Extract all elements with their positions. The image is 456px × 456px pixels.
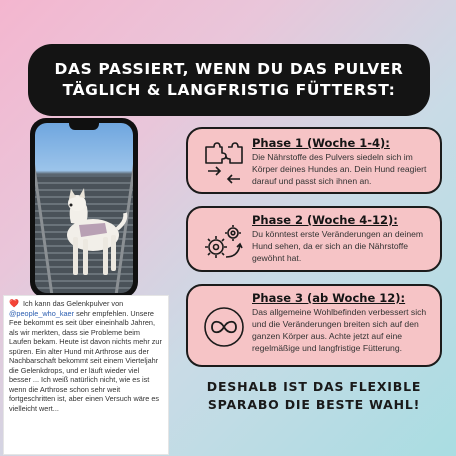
headline-banner [28,44,430,116]
phone-screen-dog-photo [35,123,133,293]
phase-3-title: Phase 3 (ab Woche 12): [252,291,406,305]
footer-line-2: SPARABO DIE BESTE WAHL! [207,397,421,412]
footer-claim [186,378,442,414]
puzzle-icon [202,141,246,185]
gears-icon [202,219,246,263]
phase-3-text: Das allgemeine Wohlbefinden verbessert sich und die Veränderungen breiten sich auf den ganzen Körper aus. Achte jetzt auf eine regelmäßige und langfristige Fütterung. [252,307,427,353]
dog-illustration [49,177,129,287]
review-text-before: Ich kann das Gelenkpulver von [23,299,124,308]
review-text-after: sehr empfehlen. Unsere Fee bekommt es seit über eineinhalb Jahren, als wir merkten, dass sie Probleme beim Laufen bekam. Heute ist davon nichts mehr zur spüren. Ein alter Hund mit Arthrose aus der Nachbarschaft bekommt seit einem Vierteljahr die Gelenkdrops, und er läuft wieder viel besser ... Ich weiß natürlich nicht, wie es ist wenn die Arthrose schon sehr weit fortgeschritten ist, aber einen Versuch wäre es vielleicht wert... [9,308,162,413]
phase-2-title: Phase 2 (Woche 4-12): [252,213,398,227]
headline-line-2: TÄGLICH & LANGFRISTIG FÜTTERST: [62,81,396,99]
footer-line-1: DESHALB IST DAS FLEXIBLE [206,379,422,394]
review-text [9,299,163,413]
phase-card-1 [186,127,442,194]
phase-1-text: Die Nährstoffe des Pulvers siedeln sich im Körper deines Hundes an. Dein Hund reagiert darauf und passt sich ihnen an. [252,152,427,186]
customer-review-post [3,295,169,455]
heart-icon: ❤️ [9,299,19,308]
phone-mockup [30,118,138,298]
phase-card-3 [186,284,442,367]
phase-1-title: Phase 1 (Woche 1-4): [252,136,390,150]
phone-notch [69,123,99,130]
review-handle-link[interactable]: @people_who_kaer [9,308,75,318]
phase-card-2 [186,206,442,272]
headline-line-1: DAS PASSIERT, WENN DU DAS PULVER [54,60,404,78]
infinity-icon [202,305,246,349]
phase-2-text: Du könntest erste Veränderungen an deinem Hund sehen, da er sich an die Nährstoffe gewöhnt hat. [252,229,424,263]
